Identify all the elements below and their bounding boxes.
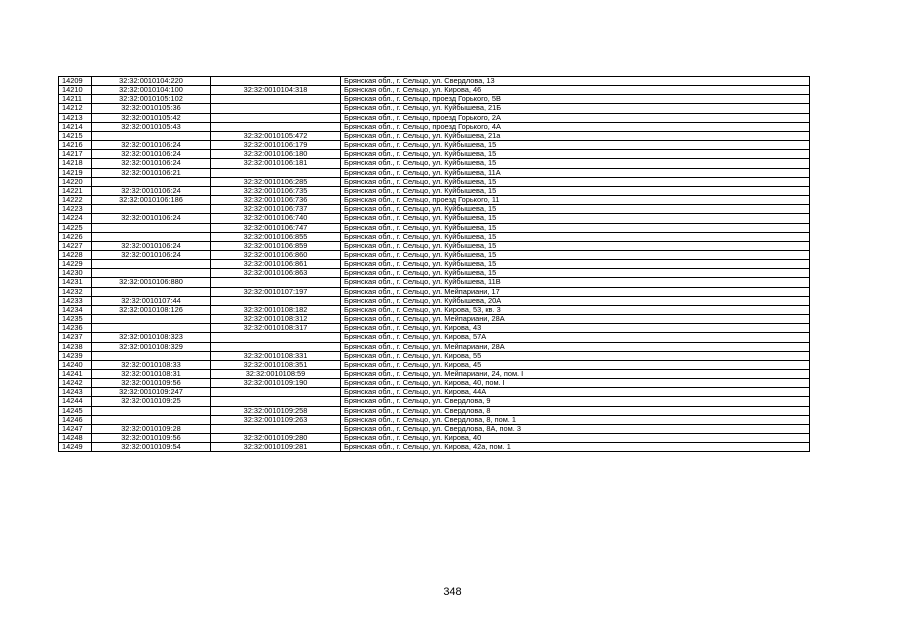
- table-row: [59, 141, 810, 150]
- table-row: [59, 214, 810, 223]
- building-cadastral-number-cell: 32:32:0010108:317: [211, 324, 341, 333]
- building-cadastral-number-cell: 32:32:0010109:280: [211, 434, 341, 443]
- table-row: [59, 296, 810, 305]
- row-number-cell: 14215: [59, 131, 92, 140]
- row-number-cell: 14220: [59, 177, 92, 186]
- row-number-cell: 14246: [59, 415, 92, 424]
- cadastral-number-cell: 32:32:0010109:56: [92, 434, 211, 443]
- row-number-cell: 14232: [59, 287, 92, 296]
- table-row: [59, 443, 810, 452]
- cadastral-number-cell: 32:32:0010106:24: [92, 214, 211, 223]
- cadastral-number-cell: [92, 232, 211, 241]
- row-number-cell: 14225: [59, 223, 92, 232]
- building-cadastral-number-cell: [211, 342, 341, 351]
- table-row: [59, 95, 810, 104]
- table-row: [59, 223, 810, 232]
- cadastral-number-cell: [92, 324, 211, 333]
- address-cell: Брянская обл., г. Сельцо, ул. Мейпариани, 17: [341, 287, 810, 296]
- cadastral-number-cell: 32:32:0010105:36: [92, 104, 211, 113]
- building-cadastral-number-cell: 32:32:0010109:190: [211, 379, 341, 388]
- address-cell: Брянская обл., г. Сельцо, ул. Свердлова, 8А, пом. 3: [341, 424, 810, 433]
- table-row: [59, 388, 810, 397]
- address-cell: Брянская обл., г. Сельцо, проезд Горького, 4А: [341, 122, 810, 131]
- row-number-cell: 14236: [59, 324, 92, 333]
- row-number-cell: 14218: [59, 159, 92, 168]
- cadastral-number-cell: 32:32:0010104:100: [92, 86, 211, 95]
- row-number-cell: 14245: [59, 406, 92, 415]
- row-number-cell: 14214: [59, 122, 92, 131]
- address-cell: Брянская обл., г. Сельцо, ул. Кирова, 42а, пом. 1: [341, 443, 810, 452]
- address-cell: Брянская обл., г. Сельцо, ул. Куйбышева, 15: [341, 141, 810, 150]
- address-cell: Брянская обл., г. Сельцо, ул. Мейпариани, 28А: [341, 315, 810, 324]
- building-cadastral-number-cell: [211, 168, 341, 177]
- building-cadastral-number-cell: 32:32:0010108:351: [211, 360, 341, 369]
- cadastral-number-cell: 32:32:0010107:44: [92, 296, 211, 305]
- building-cadastral-number-cell: 32:32:0010109:263: [211, 415, 341, 424]
- row-number-cell: 14217: [59, 150, 92, 159]
- address-cell: Брянская обл., г. Сельцо, ул. Куйбышева, 11В: [341, 278, 810, 287]
- cadastral-number-cell: [92, 351, 211, 360]
- cadastral-number-cell: 32:32:0010108:31: [92, 370, 211, 379]
- address-cell: Брянская обл., г. Сельцо, ул. Куйбышева, 15: [341, 177, 810, 186]
- address-cell: Брянская обл., г. Сельцо, ул. Куйбышева, 20А: [341, 296, 810, 305]
- address-cell: Брянская обл., г. Сельцо, ул. Кирова, 45: [341, 360, 810, 369]
- table-row: [59, 315, 810, 324]
- cadastral-number-cell: 32:32:0010105:43: [92, 122, 211, 131]
- table-row: [59, 278, 810, 287]
- cadastral-number-cell: [92, 223, 211, 232]
- table-row: [59, 232, 810, 241]
- row-number-cell: 14231: [59, 278, 92, 287]
- table-row: [59, 260, 810, 269]
- address-cell: Брянская обл., г. Сельцо, ул. Кирова, 53, кв. 3: [341, 305, 810, 314]
- building-cadastral-number-cell: 32:32:0010106:181: [211, 159, 341, 168]
- building-cadastral-number-cell: [211, 388, 341, 397]
- row-number-cell: 14241: [59, 370, 92, 379]
- cadastral-number-cell: 32:32:0010105:42: [92, 113, 211, 122]
- address-cell: Брянская обл., г. Сельцо, ул. Куйбышева, 15: [341, 232, 810, 241]
- address-cell: Брянская обл., г. Сельцо, ул. Куйбышева, 15: [341, 159, 810, 168]
- row-number-cell: 14209: [59, 77, 92, 86]
- table-row: [59, 168, 810, 177]
- building-cadastral-number-cell: 32:32:0010106:737: [211, 205, 341, 214]
- building-cadastral-number-cell: [211, 278, 341, 287]
- table-row: [59, 113, 810, 122]
- cadastral-number-cell: 32:32:0010108:323: [92, 333, 211, 342]
- address-cell: Брянская обл., г. Сельцо, ул. Кирова, 40, пом. I: [341, 379, 810, 388]
- address-cell: Брянская обл., г. Сельцо, ул. Куйбышева, 15: [341, 150, 810, 159]
- address-cell: Брянская обл., г. Сельцо, ул. Куйбышева, 15: [341, 241, 810, 250]
- table-row: [59, 196, 810, 205]
- building-cadastral-number-cell: 32:32:0010106:740: [211, 214, 341, 223]
- address-cell: Брянская обл., г. Сельцо, ул. Куйбышева, 15: [341, 250, 810, 259]
- row-number-cell: 14216: [59, 141, 92, 150]
- row-number-cell: 14219: [59, 168, 92, 177]
- row-number-cell: 14210: [59, 86, 92, 95]
- row-number-cell: 14230: [59, 269, 92, 278]
- building-cadastral-number-cell: 32:32:0010106:863: [211, 269, 341, 278]
- cadastral-number-cell: 32:32:0010106:880: [92, 278, 211, 287]
- row-number-cell: 14237: [59, 333, 92, 342]
- table-row: [59, 77, 810, 86]
- row-number-cell: 14234: [59, 305, 92, 314]
- cadastral-number-cell: 32:32:0010109:56: [92, 379, 211, 388]
- cadastral-number-cell: 32:32:0010109:54: [92, 443, 211, 452]
- cadastral-number-cell: 32:32:0010106:24: [92, 186, 211, 195]
- cadastral-number-cell: 32:32:0010108:329: [92, 342, 211, 351]
- cadastral-number-cell: [92, 205, 211, 214]
- cadastral-number-cell: [92, 260, 211, 269]
- building-cadastral-number-cell: [211, 424, 341, 433]
- row-number-cell: 14240: [59, 360, 92, 369]
- cadastral-number-cell: [92, 415, 211, 424]
- building-cadastral-number-cell: 32:32:0010106:735: [211, 186, 341, 195]
- address-cell: Брянская обл., г. Сельцо, ул. Свердлова, 9: [341, 397, 810, 406]
- row-number-cell: 14233: [59, 296, 92, 305]
- cadastral-number-cell: [92, 177, 211, 186]
- address-cell: Брянская обл., г. Сельцо, ул. Кирова, 44А: [341, 388, 810, 397]
- table-row: [59, 250, 810, 259]
- row-number-cell: 14247: [59, 424, 92, 433]
- row-number-cell: 14239: [59, 351, 92, 360]
- cadastral-number-cell: 32:32:0010109:28: [92, 424, 211, 433]
- table-row: [59, 370, 810, 379]
- table-row: [59, 434, 810, 443]
- cadastral-number-cell: 32:32:0010106:24: [92, 141, 211, 150]
- table-row: [59, 186, 810, 195]
- cadastral-number-cell: [92, 406, 211, 415]
- row-number-cell: 14248: [59, 434, 92, 443]
- cadastral-number-cell: 32:32:0010108:126: [92, 305, 211, 314]
- cadastral-number-cell: 32:32:0010106:24: [92, 159, 211, 168]
- address-cell: Брянская обл., г. Сельцо, ул. Куйбышева, 15: [341, 186, 810, 195]
- building-cadastral-number-cell: [211, 95, 341, 104]
- row-number-cell: 14222: [59, 196, 92, 205]
- building-cadastral-number-cell: [211, 77, 341, 86]
- building-cadastral-number-cell: 32:32:0010106:860: [211, 250, 341, 259]
- building-cadastral-number-cell: 32:32:0010109:258: [211, 406, 341, 415]
- building-cadastral-number-cell: 32:32:0010108:59: [211, 370, 341, 379]
- row-number-cell: 14228: [59, 250, 92, 259]
- table-row: [59, 415, 810, 424]
- table-row: [59, 159, 810, 168]
- page-number: 348: [443, 586, 462, 598]
- cadastral-number-cell: 32:32:0010104:220: [92, 77, 211, 86]
- table-row: [59, 177, 810, 186]
- address-cell: Брянская обл., г. Сельцо, ул. Куйбышева, 11А: [341, 168, 810, 177]
- building-cadastral-number-cell: 32:32:0010106:736: [211, 196, 341, 205]
- building-cadastral-number-cell: 32:32:0010106:861: [211, 260, 341, 269]
- cadastral-number-cell: [92, 315, 211, 324]
- row-number-cell: 14211: [59, 95, 92, 104]
- address-cell: Брянская обл., г. Сельцо, проезд Горького, 11: [341, 196, 810, 205]
- table-row: [59, 241, 810, 250]
- building-cadastral-number-cell: [211, 113, 341, 122]
- row-number-cell: 14244: [59, 397, 92, 406]
- table-row: [59, 379, 810, 388]
- address-cell: Брянская обл., г. Сельцо, ул. Мейпариани, 28А: [341, 342, 810, 351]
- cadastral-number-cell: [92, 131, 211, 140]
- row-number-cell: 14212: [59, 104, 92, 113]
- row-number-cell: 14226: [59, 232, 92, 241]
- address-cell: Брянская обл., г. Сельцо, ул. Куйбышева, 21Б: [341, 104, 810, 113]
- table-row: [59, 360, 810, 369]
- address-cell: Брянская обл., г. Сельцо, ул. Куйбышева, 15: [341, 214, 810, 223]
- cadastral-number-cell: [92, 269, 211, 278]
- building-cadastral-number-cell: 32:32:0010106:855: [211, 232, 341, 241]
- table-row: [59, 406, 810, 415]
- building-cadastral-number-cell: [211, 122, 341, 131]
- address-cell: Брянская обл., г. Сельцо, ул. Куйбышева, 15: [341, 205, 810, 214]
- row-number-cell: 14242: [59, 379, 92, 388]
- address-cell: Брянская обл., г. Сельцо, проезд Горького, 2А: [341, 113, 810, 122]
- cadastral-number-cell: 32:32:0010109:25: [92, 397, 211, 406]
- registry-table: [58, 76, 810, 452]
- address-cell: Брянская обл., г. Сельцо, ул. Свердлова, 8: [341, 406, 810, 415]
- row-number-cell: 14223: [59, 205, 92, 214]
- address-cell: Брянская обл., г. Сельцо, ул. Кирова, 46: [341, 86, 810, 95]
- row-number-cell: 14249: [59, 443, 92, 452]
- table-row: [59, 150, 810, 159]
- address-cell: Брянская обл., г. Сельцо, ул. Мейпариани, 24, пом. I: [341, 370, 810, 379]
- table-row: [59, 397, 810, 406]
- row-number-cell: 14227: [59, 241, 92, 250]
- building-cadastral-number-cell: 32:32:0010109:281: [211, 443, 341, 452]
- row-number-cell: 14221: [59, 186, 92, 195]
- table-row: [59, 86, 810, 95]
- table-row: [59, 104, 810, 113]
- cadastral-number-cell: 32:32:0010109:247: [92, 388, 211, 397]
- building-cadastral-number-cell: 32:32:0010106:180: [211, 150, 341, 159]
- building-cadastral-number-cell: 32:32:0010108:312: [211, 315, 341, 324]
- building-cadastral-number-cell: 32:32:0010106:859: [211, 241, 341, 250]
- table-row: [59, 122, 810, 131]
- address-cell: Брянская обл., г. Сельцо, ул. Куйбышева, 15: [341, 260, 810, 269]
- table-row: [59, 205, 810, 214]
- cadastral-number-cell: 32:32:0010106:24: [92, 241, 211, 250]
- row-number-cell: 14224: [59, 214, 92, 223]
- building-cadastral-number-cell: 32:32:0010108:331: [211, 351, 341, 360]
- address-cell: Брянская обл., г. Сельцо, ул. Свердлова, 8, пом. 1: [341, 415, 810, 424]
- building-cadastral-number-cell: 32:32:0010106:179: [211, 141, 341, 150]
- address-cell: Брянская обл., г. Сельцо, ул. Кирова, 57А: [341, 333, 810, 342]
- row-number-cell: 14213: [59, 113, 92, 122]
- cadastral-number-cell: 32:32:0010105:102: [92, 95, 211, 104]
- table-row: [59, 305, 810, 314]
- address-cell: Брянская обл., г. Сельцо, ул. Куйбышева, 21а: [341, 131, 810, 140]
- table-row: [59, 333, 810, 342]
- table-row: [59, 287, 810, 296]
- address-cell: Брянская обл., г. Сельцо, ул. Кирова, 55: [341, 351, 810, 360]
- table-row: [59, 342, 810, 351]
- row-number-cell: 14235: [59, 315, 92, 324]
- address-cell: Брянская обл., г. Сельцо, проезд Горького, 5В: [341, 95, 810, 104]
- row-number-cell: 14243: [59, 388, 92, 397]
- cadastral-number-cell: 32:32:0010106:24: [92, 150, 211, 159]
- cadastral-number-cell: 32:32:0010106:21: [92, 168, 211, 177]
- building-cadastral-number-cell: 32:32:0010107:197: [211, 287, 341, 296]
- table-row: [59, 424, 810, 433]
- address-cell: Брянская обл., г. Сельцо, ул. Кирова, 40: [341, 434, 810, 443]
- address-cell: Брянская обл., г. Сельцо, ул. Свердлова, 13: [341, 77, 810, 86]
- address-cell: Брянская обл., г. Сельцо, ул. Куйбышева, 15: [341, 223, 810, 232]
- building-cadastral-number-cell: 32:32:0010106:747: [211, 223, 341, 232]
- table-row: [59, 324, 810, 333]
- registry-table-body: [59, 77, 810, 452]
- building-cadastral-number-cell: 32:32:0010106:285: [211, 177, 341, 186]
- building-cadastral-number-cell: [211, 333, 341, 342]
- row-number-cell: 14238: [59, 342, 92, 351]
- building-cadastral-number-cell: 32:32:0010104:318: [211, 86, 341, 95]
- cadastral-number-cell: 32:32:0010106:24: [92, 250, 211, 259]
- building-cadastral-number-cell: 32:32:0010108:182: [211, 305, 341, 314]
- building-cadastral-number-cell: 32:32:0010105:472: [211, 131, 341, 140]
- address-cell: Брянская обл., г. Сельцо, ул. Куйбышева, 15: [341, 269, 810, 278]
- building-cadastral-number-cell: [211, 104, 341, 113]
- building-cadastral-number-cell: [211, 296, 341, 305]
- building-cadastral-number-cell: [211, 397, 341, 406]
- address-cell: Брянская обл., г. Сельцо, ул. Кирова, 43: [341, 324, 810, 333]
- cadastral-number-cell: [92, 287, 211, 296]
- cadastral-number-cell: 32:32:0010106:186: [92, 196, 211, 205]
- table-row: [59, 269, 810, 278]
- table-row: [59, 351, 810, 360]
- cadastral-number-cell: 32:32:0010108:33: [92, 360, 211, 369]
- table-row: [59, 131, 810, 140]
- row-number-cell: 14229: [59, 260, 92, 269]
